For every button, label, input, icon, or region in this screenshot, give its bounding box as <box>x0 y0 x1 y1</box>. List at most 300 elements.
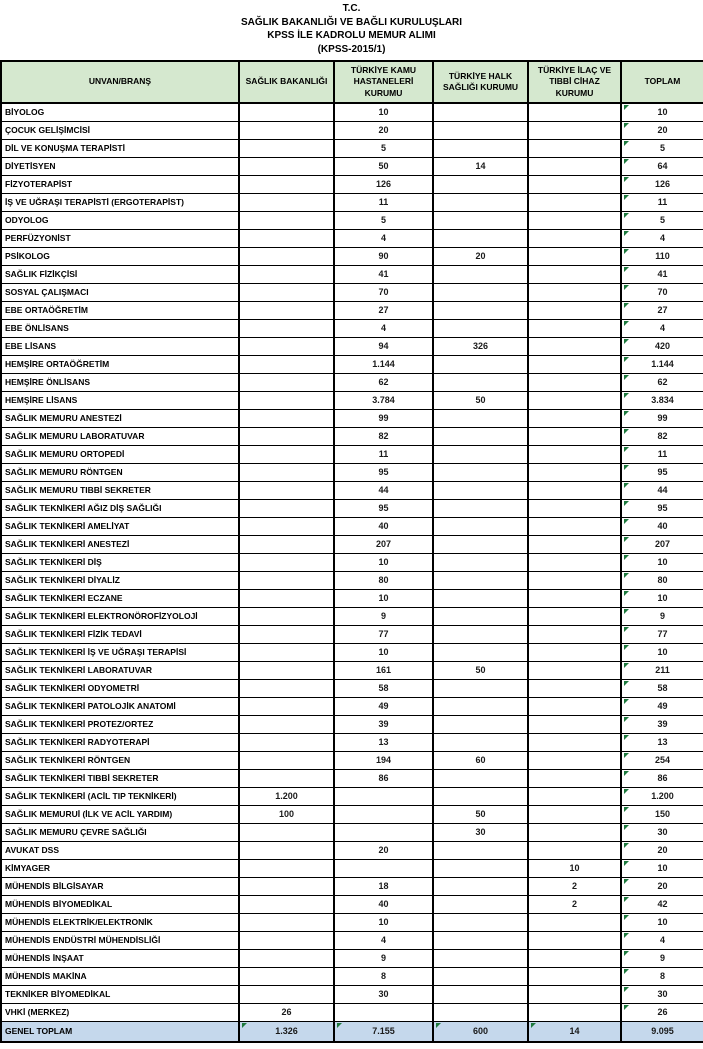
value-cell <box>433 175 528 193</box>
row-label: MÜHENDİS BİLGİSAYAR <box>1 877 239 895</box>
row-total-cell <box>621 805 703 823</box>
value-cell <box>334 391 433 409</box>
cell-value: 2 <box>571 881 577 891</box>
row-total-cell <box>621 571 703 589</box>
row-label: ÇOCUK GELİŞİMCİSİ <box>1 121 239 139</box>
grand-total-saglik-bakanligi <box>239 1021 334 1042</box>
table-row <box>1 229 703 247</box>
grand-total-row <box>1 1021 703 1042</box>
row-total-cell <box>621 337 703 355</box>
grand-total-value: 9.095 <box>651 1026 674 1037</box>
cell-value: 99 <box>378 413 389 423</box>
error-flag-triangle-icon <box>624 699 629 704</box>
value-cell <box>334 373 433 391</box>
error-flag-triangle-icon <box>624 267 629 272</box>
value-cell <box>433 301 528 319</box>
table-row <box>1 337 703 355</box>
value-cell <box>528 571 621 589</box>
value-cell <box>239 535 334 553</box>
value-cell <box>528 355 621 373</box>
col-header-toplam: TOPLAM <box>621 61 703 103</box>
col-header-halk-sagligi: TÜRKİYE HALK SAĞLIĞI KURUMU <box>433 61 528 103</box>
error-flag-triangle-icon <box>624 519 629 524</box>
value-cell <box>528 553 621 571</box>
error-flag-triangle-icon <box>436 1023 441 1028</box>
cell-value: 20 <box>475 251 486 261</box>
value-cell <box>433 319 528 337</box>
value-cell <box>334 481 433 499</box>
row-total-cell <box>621 823 703 841</box>
col-header-kamu-hastaneleri: TÜRKİYE KAMU HASTANELERİ KURUMU <box>334 61 433 103</box>
value-cell <box>528 229 621 247</box>
table-row <box>1 1003 703 1021</box>
error-flag-triangle-icon <box>624 591 629 596</box>
value-cell <box>528 751 621 769</box>
value-cell <box>528 283 621 301</box>
cell-value: 9 <box>380 611 386 621</box>
value-cell <box>433 283 528 301</box>
value-cell <box>334 247 433 265</box>
row-total-cell <box>621 589 703 607</box>
value-cell <box>334 985 433 1003</box>
cell-value: 211 <box>655 665 670 675</box>
value-cell <box>433 805 528 823</box>
cell-value: 64 <box>657 161 668 171</box>
value-cell <box>433 463 528 481</box>
table-row <box>1 193 703 211</box>
row-total-cell <box>621 175 703 193</box>
cell-value: 30 <box>657 827 668 837</box>
value-cell <box>433 337 528 355</box>
row-total-cell <box>621 733 703 751</box>
cell-value: 8 <box>380 971 386 981</box>
error-flag-triangle-icon <box>624 933 629 938</box>
row-total-cell <box>621 769 703 787</box>
table-row <box>1 913 703 931</box>
row-label: SAĞLIK TEKNİKERİ LABORATUVAR <box>1 661 239 679</box>
error-flag-triangle-icon <box>624 807 629 812</box>
error-flag-triangle-icon <box>624 1005 629 1010</box>
row-total-cell <box>621 121 703 139</box>
value-cell <box>239 661 334 679</box>
cell-value: 5 <box>659 215 665 225</box>
cell-value: 10 <box>378 557 389 567</box>
row-label: SAĞLIK MEMURU LABORATUVAR <box>1 427 239 445</box>
error-flag-triangle-icon <box>624 717 629 722</box>
error-flag-triangle-icon <box>624 285 629 290</box>
cell-value: 27 <box>657 305 668 315</box>
cell-value: 70 <box>378 287 389 297</box>
row-label: PSİKOLOG <box>1 247 239 265</box>
kpss-allocation-table <box>0 60 703 1043</box>
row-label: SAĞLIK TEKNİKERİ AMELİYAT <box>1 517 239 535</box>
error-flag-triangle-icon <box>624 969 629 974</box>
table-row <box>1 517 703 535</box>
value-cell <box>433 391 528 409</box>
cell-value: 10 <box>657 593 668 603</box>
row-total-cell <box>621 373 703 391</box>
cell-value: 94 <box>378 341 389 351</box>
value-cell <box>433 895 528 913</box>
value-cell <box>433 913 528 931</box>
title-line-period: (KPSS-2015/1) <box>317 43 386 55</box>
table-row <box>1 841 703 859</box>
value-cell <box>433 157 528 175</box>
error-flag-triangle-icon <box>624 735 629 740</box>
value-cell <box>239 391 334 409</box>
value-cell <box>334 463 433 481</box>
row-total-cell <box>621 481 703 499</box>
table-row <box>1 787 703 805</box>
row-label: SAĞLIK TEKNİKERİ DİYALİZ <box>1 571 239 589</box>
cell-value: 194 <box>375 755 392 765</box>
row-total-cell <box>621 391 703 409</box>
row-total-cell <box>621 697 703 715</box>
error-flag-triangle-icon <box>624 789 629 794</box>
row-label: SAĞLIK TEKNİKERİ (ACİL TIP TEKNİKERİ) <box>1 787 239 805</box>
cell-value: 10 <box>657 647 668 657</box>
cell-value: 50 <box>475 395 486 405</box>
value-cell <box>433 769 528 787</box>
row-total-cell <box>621 643 703 661</box>
error-flag-triangle-icon <box>624 861 629 866</box>
row-total-cell <box>621 247 703 265</box>
table-row <box>1 697 703 715</box>
cell-value: 30 <box>475 827 486 837</box>
value-cell <box>433 265 528 283</box>
value-cell <box>528 769 621 787</box>
value-cell <box>334 139 433 157</box>
row-label: SAĞLIK TEKNİKERİ ELEKTRONÖROFİZYOLOJİ <box>1 607 239 625</box>
row-label: SAĞLIK MEMURU ÇEVRE SAĞLIĞI <box>1 823 239 841</box>
cell-value: 9 <box>659 953 665 963</box>
value-cell <box>528 913 621 931</box>
value-cell <box>239 553 334 571</box>
value-cell <box>239 733 334 751</box>
cell-value: 26 <box>281 1007 292 1017</box>
row-label: EBE LİSANS <box>1 337 239 355</box>
value-cell <box>433 103 528 121</box>
cell-value: 11 <box>378 449 389 459</box>
value-cell <box>528 247 621 265</box>
cell-value: 254 <box>654 755 671 765</box>
value-cell <box>334 301 433 319</box>
value-cell <box>334 409 433 427</box>
value-cell <box>528 337 621 355</box>
value-cell <box>239 283 334 301</box>
row-label: SAĞLIK TEKNİKERİ AĞIZ DİŞ SAĞLIĞI <box>1 499 239 517</box>
row-total-cell <box>621 859 703 877</box>
value-cell <box>528 139 621 157</box>
cell-value: 150 <box>654 809 671 819</box>
error-flag-triangle-icon <box>624 303 629 308</box>
value-cell <box>334 589 433 607</box>
cell-value: 10 <box>378 593 389 603</box>
value-cell <box>239 463 334 481</box>
cell-value: 95 <box>378 503 389 513</box>
value-cell <box>334 535 433 553</box>
error-flag-triangle-icon <box>624 537 629 542</box>
value-cell <box>239 355 334 373</box>
row-label: KİMYAGER <box>1 859 239 877</box>
cell-value: 326 <box>472 341 489 351</box>
table-row <box>1 931 703 949</box>
value-cell <box>433 571 528 589</box>
row-label: SAĞLIK MEMURU RÖNTGEN <box>1 463 239 481</box>
table-row <box>1 427 703 445</box>
value-cell <box>334 625 433 643</box>
table-row <box>1 211 703 229</box>
table-row <box>1 877 703 895</box>
value-cell <box>334 715 433 733</box>
row-label: VHKİ (MERKEZ) <box>1 1003 239 1021</box>
row-total-cell <box>621 913 703 931</box>
value-cell <box>239 229 334 247</box>
row-label: DİYETİSYEN <box>1 157 239 175</box>
error-flag-triangle-icon <box>624 141 629 146</box>
cell-value: 207 <box>654 539 671 549</box>
cell-value: 126 <box>654 179 671 189</box>
cell-value: 50 <box>475 665 486 675</box>
value-cell <box>334 913 433 931</box>
error-flag-triangle-icon <box>624 339 629 344</box>
value-cell <box>334 517 433 535</box>
value-cell <box>433 661 528 679</box>
row-total-cell <box>621 139 703 157</box>
grand-total-toplam <box>621 1021 703 1042</box>
row-label: BİYOLOG <box>1 103 239 121</box>
cell-value: 39 <box>657 719 668 729</box>
cell-value: 5 <box>659 143 665 153</box>
cell-value: 5 <box>380 215 386 225</box>
table-row <box>1 535 703 553</box>
row-total-cell <box>621 283 703 301</box>
value-cell <box>334 571 433 589</box>
grand-total-ilac-tibbi-cihaz <box>528 1021 621 1042</box>
value-cell <box>239 769 334 787</box>
error-flag-triangle-icon <box>624 753 629 758</box>
cell-value: 82 <box>378 431 389 441</box>
cell-value: 30 <box>657 989 668 999</box>
row-total-cell <box>621 787 703 805</box>
row-label: EBE ORTAÖĞRETİM <box>1 301 239 319</box>
cell-value: 2 <box>571 899 577 909</box>
cell-value: 20 <box>657 881 668 891</box>
error-flag-triangle-icon <box>624 177 629 182</box>
error-flag-triangle-icon <box>624 249 629 254</box>
value-cell <box>239 859 334 877</box>
error-flag-triangle-icon <box>624 447 629 452</box>
row-label: SAĞLIK MEMURU TIBBİ SEKRETER <box>1 481 239 499</box>
value-cell <box>528 445 621 463</box>
error-flag-triangle-icon <box>624 879 629 884</box>
table-row <box>1 733 703 751</box>
value-cell <box>528 373 621 391</box>
table-row <box>1 769 703 787</box>
value-cell <box>239 895 334 913</box>
value-cell <box>433 625 528 643</box>
row-label: SAĞLIK TEKNİKERİ ANESTEZİ <box>1 535 239 553</box>
error-flag-triangle-icon <box>624 555 629 560</box>
error-flag-triangle-icon <box>531 1023 536 1028</box>
row-total-cell <box>621 625 703 643</box>
value-cell <box>334 337 433 355</box>
value-cell <box>334 103 433 121</box>
row-label: EBE ÖNLİSANS <box>1 319 239 337</box>
row-total-cell <box>621 949 703 967</box>
value-cell <box>239 427 334 445</box>
table-row <box>1 139 703 157</box>
value-cell <box>239 967 334 985</box>
value-cell <box>239 301 334 319</box>
table-row <box>1 895 703 913</box>
value-cell <box>239 499 334 517</box>
value-cell <box>334 427 433 445</box>
error-flag-triangle-icon <box>624 681 629 686</box>
error-flag-triangle-icon <box>624 411 629 416</box>
row-total-cell <box>621 751 703 769</box>
value-cell <box>528 1003 621 1021</box>
error-flag-triangle-icon <box>624 609 629 614</box>
row-label: MÜHENDİS BİYOMEDİKAL <box>1 895 239 913</box>
cell-value: 62 <box>378 377 389 387</box>
value-cell <box>528 697 621 715</box>
cell-value: 41 <box>657 269 668 279</box>
row-total-cell <box>621 841 703 859</box>
cell-value: 10 <box>378 107 389 118</box>
value-cell <box>239 607 334 625</box>
value-cell <box>528 157 621 175</box>
value-cell <box>433 535 528 553</box>
cell-value: 420 <box>654 341 671 351</box>
value-cell <box>334 949 433 967</box>
table-row <box>1 967 703 985</box>
value-cell <box>239 589 334 607</box>
value-cell <box>239 517 334 535</box>
value-cell <box>433 841 528 859</box>
value-cell <box>334 805 433 823</box>
value-cell <box>334 859 433 877</box>
row-label: TEKNİKER BİYOMEDİKAL <box>1 985 239 1003</box>
error-flag-triangle-icon <box>624 915 629 920</box>
value-cell <box>239 373 334 391</box>
row-label: HEMŞİRE ÖNLİSANS <box>1 373 239 391</box>
error-flag-triangle-icon <box>624 663 629 668</box>
row-label: SAĞLIK MEMURU ANESTEZİ <box>1 409 239 427</box>
cell-value: 1.144 <box>651 359 674 369</box>
grand-total-value: 14 <box>569 1026 580 1037</box>
table-row <box>1 481 703 499</box>
row-label: DİL VE KONUŞMA TERAPİSTİ <box>1 139 239 157</box>
value-cell <box>433 481 528 499</box>
row-label: SAĞLIK TEKNİKERİ İŞ VE UĞRAŞI TERAPİSİ <box>1 643 239 661</box>
table-row <box>1 607 703 625</box>
row-label: SAĞLIK TEKNİKERİ RÖNTGEN <box>1 751 239 769</box>
row-label: FİZYOTERAPİST <box>1 175 239 193</box>
value-cell <box>239 877 334 895</box>
value-cell <box>433 715 528 733</box>
cell-value: 70 <box>657 287 668 297</box>
value-cell <box>528 625 621 643</box>
value-cell <box>239 697 334 715</box>
value-cell <box>334 877 433 895</box>
cell-value: 39 <box>378 719 389 729</box>
value-cell <box>528 841 621 859</box>
value-cell <box>528 859 621 877</box>
cell-value: 1.200 <box>275 791 298 801</box>
value-cell <box>239 247 334 265</box>
cell-value: 77 <box>378 629 389 639</box>
value-cell <box>528 733 621 751</box>
cell-value: 62 <box>657 377 668 387</box>
value-cell <box>433 643 528 661</box>
row-label: AVUKAT DSS <box>1 841 239 859</box>
cell-value: 40 <box>657 521 668 531</box>
value-cell <box>433 733 528 751</box>
value-cell <box>528 319 621 337</box>
value-cell <box>528 499 621 517</box>
value-cell <box>433 229 528 247</box>
cell-value: 20 <box>378 845 389 855</box>
value-cell <box>334 931 433 949</box>
table-row <box>1 625 703 643</box>
table-row <box>1 355 703 373</box>
value-cell <box>528 787 621 805</box>
cell-value: 10 <box>657 863 668 873</box>
error-flag-triangle-icon <box>624 951 629 956</box>
value-cell <box>334 607 433 625</box>
value-cell <box>528 985 621 1003</box>
value-cell <box>433 517 528 535</box>
value-cell <box>528 823 621 841</box>
cell-value: 10 <box>657 107 668 118</box>
value-cell <box>528 211 621 229</box>
cell-value: 10 <box>378 647 389 657</box>
cell-value: 26 <box>657 1007 668 1017</box>
row-total-cell <box>621 535 703 553</box>
table-row <box>1 103 703 121</box>
value-cell <box>433 445 528 463</box>
cell-value: 20 <box>378 125 389 135</box>
row-total-cell <box>621 553 703 571</box>
cell-value: 42 <box>657 899 668 909</box>
cell-value: 1.144 <box>372 359 395 369</box>
value-cell <box>528 427 621 445</box>
cell-value: 44 <box>657 485 668 495</box>
cell-value: 9 <box>380 953 386 963</box>
row-total-cell <box>621 499 703 517</box>
cell-value: 161 <box>375 665 392 675</box>
table-row <box>1 445 703 463</box>
value-cell <box>433 949 528 967</box>
error-flag-triangle-icon <box>624 213 629 218</box>
table-row <box>1 553 703 571</box>
table-row <box>1 985 703 1003</box>
value-cell <box>528 679 621 697</box>
table-row <box>1 121 703 139</box>
row-label: SAĞLIK MEMURUİ (İLK VE ACİL YARDIM) <box>1 805 239 823</box>
value-cell <box>239 787 334 805</box>
row-total-cell <box>621 517 703 535</box>
row-label: HEMŞİRE ORTAÖĞRETİM <box>1 355 239 373</box>
row-total-cell <box>621 229 703 247</box>
row-total-cell <box>621 877 703 895</box>
cell-value: 10 <box>569 863 580 873</box>
row-label: SAĞLIK TEKNİKERİ FİZİK TEDAVİ <box>1 625 239 643</box>
value-cell <box>334 355 433 373</box>
error-flag-triangle-icon <box>624 375 629 380</box>
row-label: ODYOLOG <box>1 211 239 229</box>
